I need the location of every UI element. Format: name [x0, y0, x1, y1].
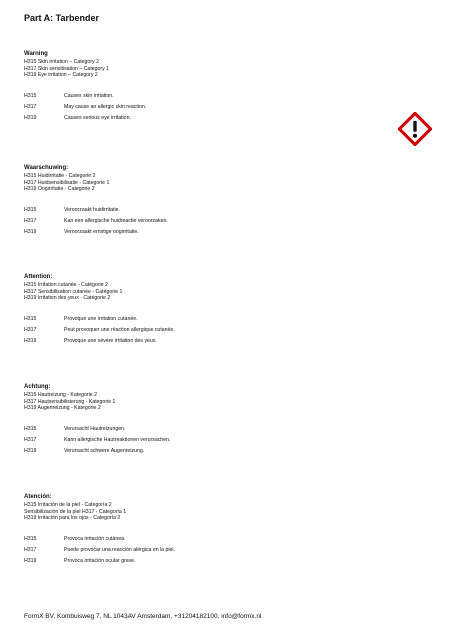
classification-line: H317 Hautsensibilisierung - Kategorie 1	[24, 398, 116, 405]
classification-line: H317 Sensibilisation cutanée - Catégorie 1	[24, 288, 123, 295]
classification-line: H319 Augenreizung - Kategorie 2	[24, 405, 101, 411]
statement-text: Kan een allergische huidreactie veroorzaken.	[64, 217, 168, 224]
hazard-statement-list	[24, 426, 384, 459]
page-title: Part A: Tarbender	[24, 13, 100, 23]
hazard-section-spanish	[24, 494, 384, 569]
statement-code: H317	[24, 326, 37, 333]
classification-line: H317 Skin sensitisation – Category 1	[24, 65, 110, 72]
section-heading: Warning	[24, 51, 48, 57]
hazard-statement	[24, 316, 384, 327]
section-heading: Atención:	[24, 494, 52, 500]
ghs-exclamation-mark-icon	[398, 112, 432, 146]
statement-code: H315	[24, 425, 37, 432]
hazard-statement	[24, 536, 384, 547]
hazard-statement	[24, 338, 384, 349]
classification-list	[24, 173, 384, 193]
statement-code: H317	[24, 436, 37, 443]
hazard-statement-list	[24, 93, 384, 126]
classification-line: H315 Irritation cutanée - Catégorie 2	[24, 282, 108, 288]
hazard-statement	[24, 558, 384, 569]
statement-text: Causes serious eye irritation.	[64, 114, 131, 121]
classification-line: H319 Eye irritation – Category 2	[24, 72, 98, 78]
statement-text: Veroorzaakt huidirritatie.	[64, 206, 120, 213]
statement-text: Veroorzaakt ernstige oogirritatie.	[64, 228, 139, 235]
section-heading: Attention:	[24, 274, 53, 280]
classification-line: H319 Irritación para los ojos - Categoría 2	[24, 515, 121, 521]
hazard-statement	[24, 115, 384, 126]
section-heading: Achtung:	[24, 384, 51, 390]
classification-line: Sensibilización de la piel H317 - Categoría 1	[24, 508, 127, 515]
hazard-statement	[24, 547, 384, 558]
hazard-statement	[24, 218, 384, 229]
section-heading: Waarschuwing:	[24, 165, 69, 171]
hazard-statement	[24, 426, 384, 437]
footer-contact: FormX BV, Kombuisweg 7, NL 1043AV Amsterdam, +31204182100, info@formx.nl	[24, 613, 262, 620]
statement-text: Provoca irritación ocular grave.	[64, 557, 136, 564]
classification-list	[24, 502, 384, 522]
statement-text: Verursacht schwere Augenreizung.	[64, 447, 145, 454]
hazard-statement	[24, 229, 384, 240]
statement-text: Provoque une irritation cutanée.	[64, 315, 138, 322]
statement-text: Kann allergische Hautreaktionen verursachen.	[64, 436, 171, 443]
hazard-section-french	[24, 274, 384, 349]
statement-code: H319	[24, 557, 37, 564]
statement-code: H317	[24, 546, 37, 553]
hazard-section-english	[24, 51, 384, 126]
hazard-statement-list	[24, 316, 384, 349]
classification-list	[24, 282, 384, 302]
hazard-statement	[24, 327, 384, 338]
statement-code: H315	[24, 92, 37, 99]
hazard-statement	[24, 104, 384, 115]
statement-text: Puede provocar una reacción alérgica en la piel.	[64, 546, 176, 553]
statement-code: H317	[24, 217, 37, 224]
hazard-statement	[24, 448, 384, 459]
classification-list	[24, 59, 384, 79]
statement-code: H315	[24, 206, 37, 213]
hazard-section-german	[24, 384, 384, 459]
statement-code: H315	[24, 535, 37, 542]
classification-line: H315 Huidirritatie - Categorie 2	[24, 173, 96, 179]
statement-code: H319	[24, 337, 37, 344]
statement-code: H319	[24, 114, 37, 121]
hazard-statement	[24, 207, 384, 218]
classification-line: H317 Huidsensibilisatie - Categorie 1	[24, 179, 110, 186]
classification-line: H315 Hautreizung - Kategorie 2	[24, 392, 97, 398]
classification-line: H319 Oogirritatie - Categorie 2	[24, 186, 95, 192]
hazard-statement	[24, 93, 384, 104]
statement-text: Causes skin irritation.	[64, 92, 114, 99]
classification-line: H319 Irritation des yeux - Catégorie 2	[24, 295, 111, 301]
hazard-statement	[24, 437, 384, 448]
statement-code: H317	[24, 103, 37, 110]
statement-code: H319	[24, 228, 37, 235]
statement-code: H319	[24, 447, 37, 454]
hazard-statement-list	[24, 207, 384, 240]
classification-line: H315 Skin irritation – Category 2	[24, 59, 99, 65]
classification-list	[24, 392, 384, 412]
statement-text: Provoca irritación cutánea.	[64, 535, 126, 542]
hazard-statement-list	[24, 536, 384, 569]
classification-line: H315 Irritación de la piel - Categoría 2	[24, 502, 112, 508]
statement-text: May cause an allergic skin reaction.	[64, 103, 147, 110]
hazard-section-dutch	[24, 165, 384, 240]
statement-text: Peut provoquer une réaction allergique cutanée.	[64, 326, 175, 333]
statement-text: Provoque une sévère irritation des yeux.	[64, 337, 157, 344]
statement-code: H315	[24, 315, 37, 322]
statement-text: Verursacht Hautreizungen.	[64, 425, 126, 432]
